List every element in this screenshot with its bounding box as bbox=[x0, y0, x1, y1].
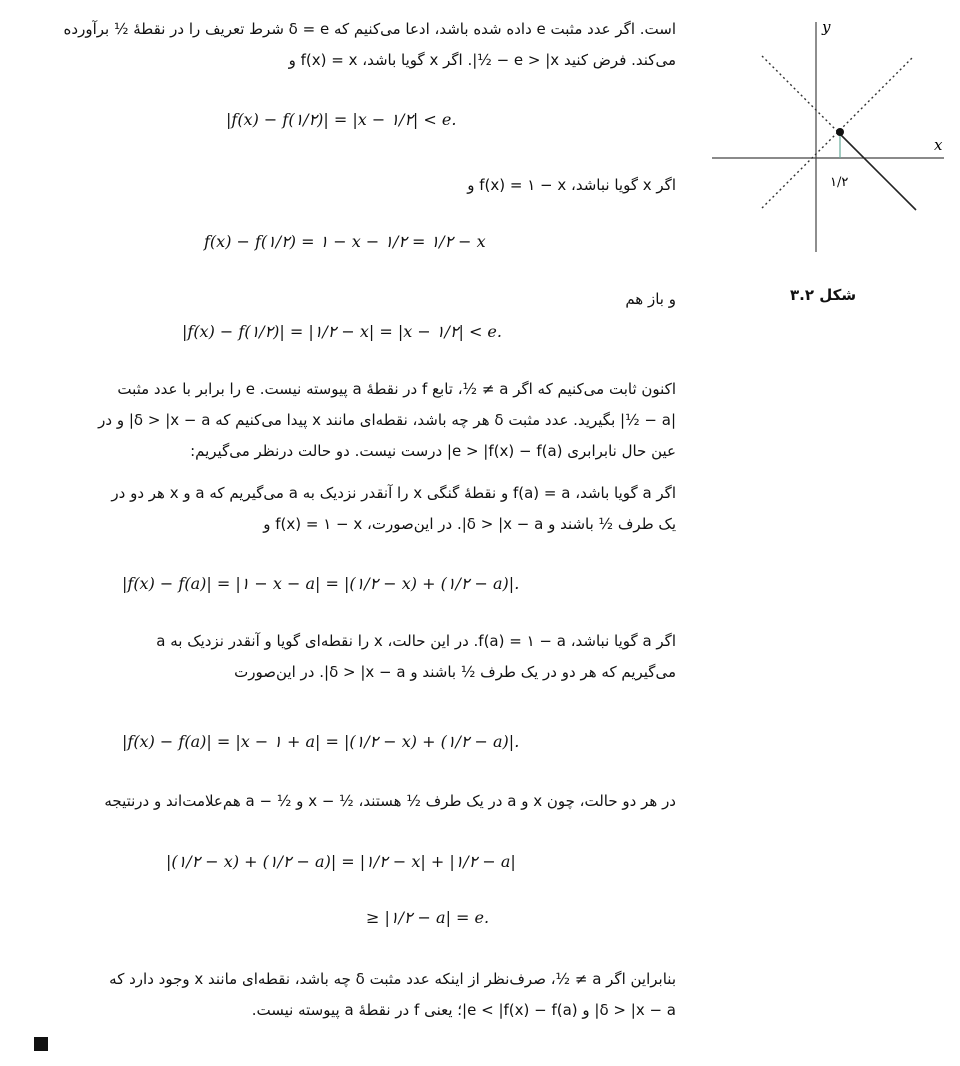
equation-4: |f(x) − f(a)| = |۱ − x − a| = |(۱/۲ − x) + (۱/۲ − a)|. bbox=[122, 574, 520, 593]
equation-5: |f(x) − f(a)| = |x − ۱ + a| = |(۱/۲ − x) + (۱/۲ − a)|. bbox=[122, 732, 520, 751]
text-line: δ > |x − a| و e < |f(x) − f(a)|؛ یعنی f در نقطهٔ a پیوسته نیست. bbox=[251, 1001, 676, 1019]
text-line: اگر a گویا نباشد، f(a) = ۱ − a. در این حالت، x را نقطه‌ای گویا و آنقدر نزدیک به a bbox=[156, 632, 676, 650]
line-y-equals-1-minus-x-dotted bbox=[762, 56, 840, 134]
figure-3-2 bbox=[700, 10, 960, 300]
paragraph-6 bbox=[28, 626, 676, 688]
line-y-equals-1-minus-x bbox=[840, 134, 916, 210]
equation-6: |(۱/۲ − x) + (۱/۲ − a)| = |۱/۲ − x| + |۱/۲ − a| bbox=[166, 852, 516, 871]
y-axis-label: y bbox=[822, 18, 831, 36]
qed-square bbox=[34, 1037, 48, 1051]
text-line: اگر x گویا نباشد، f(x) = ۱ − x و bbox=[467, 176, 676, 194]
text-line: عین حال نابرابری e > |f(x) − f(a)| درست نیست. دو حالت درنظر می‌گیریم: bbox=[190, 442, 676, 460]
text-line: بنابراین اگر a ≠ ½، صرف‌نظر از اینکه عدد مثبت δ چه باشد، نقطه‌ای مانند x وجود دارد که bbox=[109, 970, 676, 988]
paragraph-7 bbox=[28, 786, 676, 817]
paragraph-8 bbox=[28, 964, 676, 1026]
equation-7: ≥ |۱/۲ − a| = e. bbox=[366, 908, 490, 927]
intersection-point bbox=[836, 128, 844, 136]
paragraph-4 bbox=[28, 374, 676, 467]
paragraph-3 bbox=[560, 284, 676, 315]
text-line: یک طرف ½ باشند و δ > |x − a|. در این‌صورت، f(x) = ۱ − x و bbox=[263, 515, 676, 533]
text-line: در هر دو حالت، چون x و a در یک طرف ½ هستند، ½ − x و ½ − a هم‌علامت‌اند و درنتیجه bbox=[104, 792, 676, 810]
text-line: اگر a گویا باشد، f(a) = a و نقطهٔ گنگی x را آنقدر نزدیک به a می‌گیریم که a و x هر دو در bbox=[111, 484, 676, 502]
equation-3: |f(x) − f(۱/۲)| = |۱/۲ − x| = |x − ۱/۲| < e. bbox=[182, 322, 502, 341]
figure-caption: شکل ۳.۲ bbox=[790, 286, 857, 304]
text-line: می‌کند. فرض کنید e > |x − ½|. اگر x گویا باشد، f(x) = x و bbox=[288, 51, 676, 69]
paragraph-2 bbox=[420, 170, 676, 201]
text-line: و باز هم bbox=[625, 290, 676, 308]
equation-1: |f(x) − f(۱/۲)| = |x − ۱/۲| < e. bbox=[226, 110, 457, 129]
text-line: می‌گیریم که هر دو در یک طرف ½ باشند و δ > |x − a|. در این‌صورت bbox=[234, 663, 676, 681]
paragraph-5 bbox=[28, 478, 676, 540]
text-line: |a − ½| بگیرید. عدد مثبت δ هر چه باشد، نقطه‌ای مانند x پیدا می‌کنیم که δ > |x − a| و در bbox=[98, 411, 676, 429]
x-axis-label: x bbox=[934, 136, 943, 154]
half-tick-label: ۱/۲ bbox=[830, 175, 849, 190]
equation-2: f(x) − f(۱/۲) = ۱ − x − ۱/۲ = ۱/۲ − x bbox=[204, 232, 486, 251]
text-line: اکنون ثابت می‌کنیم که اگر a ≠ ½، تابع f در نقطهٔ a پیوسته نیست. e را برابر با عدد مثبت bbox=[117, 380, 676, 398]
text-line: است. اگر عدد مثبت e داده شده باشد، ادعا می‌کنیم که δ = e شرط تعریف را در نقطهٔ ½ برآورده bbox=[63, 20, 676, 38]
paragraph-1 bbox=[28, 14, 676, 76]
